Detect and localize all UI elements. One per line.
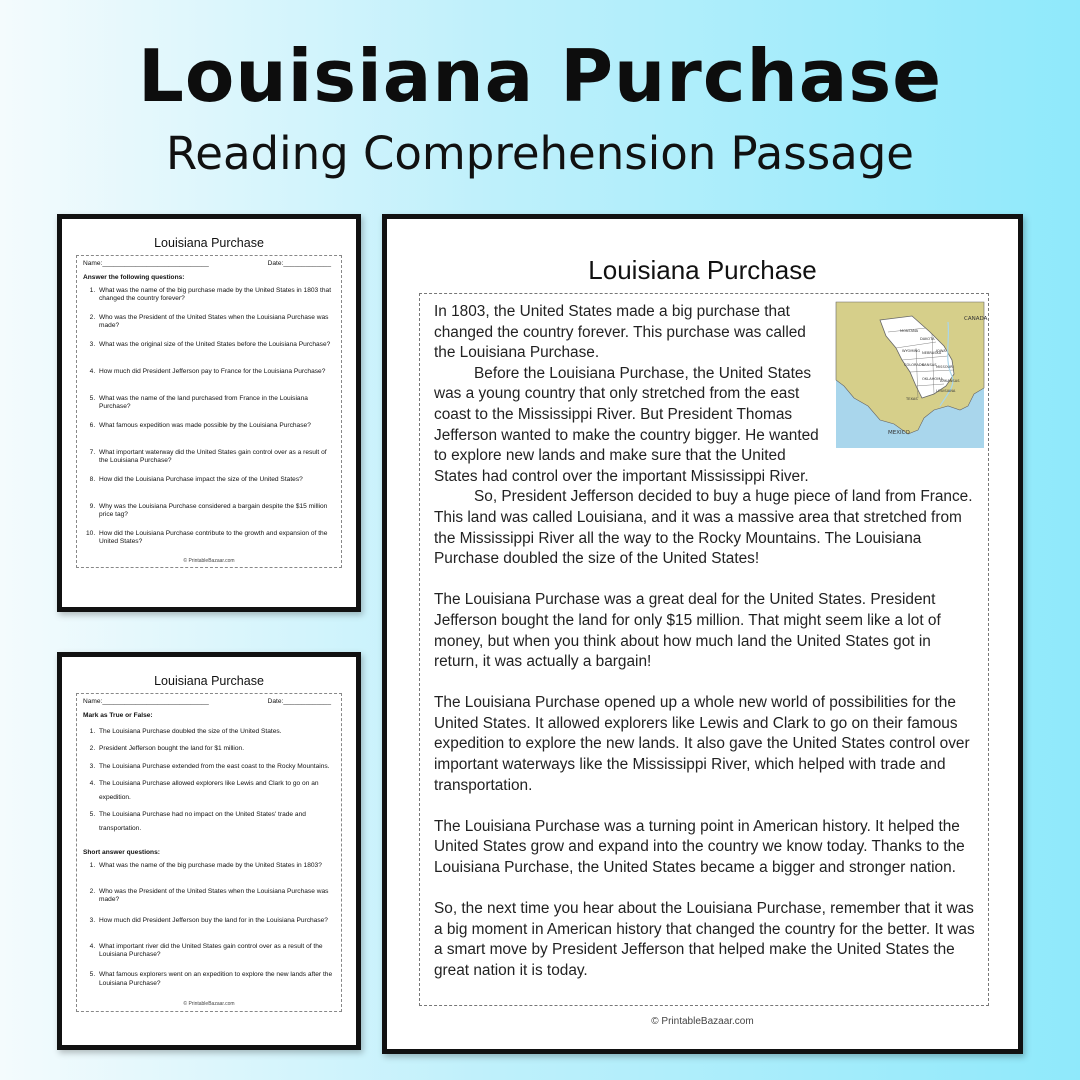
true-false-heading: Mark as True or False:: [83, 712, 153, 720]
question-item: 5. What was the name of the land purchased from France in the Louisiana Purchase?: [97, 395, 335, 412]
date-field: Date:_____________: [267, 260, 331, 267]
question-item: 6. What famous expedition was made possible by the Louisiana Purchase?: [97, 422, 335, 439]
passage-title: Louisiana Purchase: [588, 255, 817, 285]
date-field: Date:_____________: [267, 698, 331, 705]
map-label-state: MONTANA: [900, 329, 919, 333]
passage-paragraph: The Louisiana Purchase opened up a whole new world of possibilities for the United States. It allowed explorers like Lewis and Clark to go on their famous expedition to explore the new lands. It also gave the United States control over important waterways like the Mississippi River, which helped with trade and transportation.: [434, 694, 970, 794]
short-answer-heading: Short answer questions:: [83, 849, 160, 857]
louisiana-purchase-map: [836, 302, 988, 448]
worksheet-body: [76, 693, 342, 1012]
page-title: Louisiana Purchase: [137, 34, 943, 118]
worksheet-footer: © PrintableBazaar.com: [183, 1001, 235, 1008]
map-label-state: NEBRASKA: [922, 351, 942, 355]
short-answer-item: 1. What was the name of the big purchase made by the United States in 1803?: [97, 862, 335, 876]
short-answer-item: 2. Who was the President of the United States when the Louisiana Purchase was made?: [97, 888, 335, 905]
short-answer-item: 5. What famous explorers went on an expedition to explore the new lands after the Louisiana Purchase?: [97, 971, 335, 988]
question-item: 9. Why was the Louisiana Purchase considered a bargain despite the $15 million price tag?: [97, 503, 335, 520]
passage-box: [419, 293, 989, 1006]
true-false-item: 5. The Louisiana Purchase had no impact on the United States' trade and transportation.: [97, 808, 335, 835]
question-item: 7. What important waterway did the United States gain control over as a result of the Louisiana Purchase?: [97, 449, 335, 466]
question-item: 2. Who was the President of the United States when the Louisiana Purchase was made?: [97, 314, 335, 331]
question-item: 3. What was the original size of the United States before the Louisiana Purchase?: [97, 341, 335, 358]
map-label-mexico: MEXICO: [888, 430, 910, 436]
worksheet-title: Louisiana Purchase: [154, 236, 264, 250]
map-label-state: ARKANSAS: [940, 379, 960, 383]
passage-paragraph: So, President Jefferson decided to buy a huge piece of land from France. This land was called Louisiana, and it was a massive area that stretched from the Mississippi River all the way to the Rocky Mountains. The Louisiana Purchase doubled the size of the United States!: [434, 488, 973, 568]
map-label-state: TEXAS: [906, 397, 918, 401]
name-field: Name:_____________________________: [83, 260, 209, 267]
name-field: Name:_____________________________: [83, 698, 209, 705]
name-date-row: [83, 698, 335, 706]
map-label-state: IOWA: [936, 349, 946, 353]
short-answer-item: 4. What important river did the United States gain control over as a result of the Louisiana Purchase?: [97, 943, 335, 960]
passage-footer: © PrintableBazaar.com: [651, 1016, 754, 1027]
passage-paragraph: The Louisiana Purchase was a great deal for the United States. President Jefferson bought the land for only $15 million. That might seem like a lot of money, but when you think about how much land the United States got in return, it was actually a bargain!: [434, 591, 941, 671]
map-label-state: OKLAHOMA: [922, 377, 943, 381]
map-label-state: KANSAS: [922, 363, 937, 367]
map-label-state: LOUISIANA: [936, 389, 956, 393]
question-item: 1. What was the name of the big purchase made by the United States in 1803 that changed the country forever?: [97, 287, 335, 304]
page-header: [0, 30, 1080, 184]
passage-text: [434, 302, 988, 982]
map-label-state: WYOMING: [902, 349, 921, 353]
map-label-state: MISSOURI: [936, 365, 954, 369]
question-list: [83, 287, 335, 547]
passage-paragraph: In 1803, the United States made a big purchase that changed the country forever. This purchase was called the Louisiana Purchase.: [434, 303, 806, 362]
worksheet-questions: [57, 214, 361, 612]
map-label-canada: CANADA: [964, 316, 988, 322]
true-false-list: [83, 725, 335, 836]
worksheet-body: [76, 255, 342, 568]
worksheet-title: Louisiana Purchase: [154, 674, 264, 688]
passage-paragraph: So, the next time you hear about the Louisiana Purchase, remember that it was a big moment in American history that changed the country for the better. It was a smart move by President Jefferson that helped make the United States the great nation it is today.: [434, 900, 975, 979]
true-false-item: 1. The Louisiana Purchase doubled the size of the United States.: [97, 725, 335, 739]
page-subtitle: Reading Comprehension Passage: [166, 127, 914, 180]
question-item: 4. How much did President Jefferson pay to France for the Louisiana Purchase?: [97, 368, 335, 385]
map-graphic: [836, 302, 988, 448]
worksheet-footer: © PrintableBazaar.com: [183, 557, 235, 564]
name-date-row: [83, 260, 335, 268]
true-false-item: 2. President Jefferson bought the land for $1 million.: [97, 742, 335, 756]
question-item: 10. How did the Louisiana Purchase contribute to the growth and expansion of the United States?: [97, 530, 335, 547]
instructions: Answer the following questions:: [83, 274, 185, 282]
passage-paragraph: The Louisiana Purchase was a turning point in American history. It helped the United States grow and expand into the country we know today. Thanks to the Louisiana Purchase, the United States became a bigger and stronger nation.: [434, 817, 965, 877]
passage-sheet: [382, 214, 1023, 1054]
short-answer-item: 3. How much did President Jefferson buy the land for in the Louisiana Purchase?: [97, 917, 335, 931]
worksheet-true-false: [57, 652, 361, 1050]
passage-paragraph: Before the Louisiana Purchase, the United States was a young country that only stretched from the east coast to the Mississippi River. But President Thomas Jefferson wanted to make the country bigger. He wanted to explore new lands and make sure that the United States had control over the important Mississippi River.: [434, 364, 819, 485]
question-item: 8. How did the Louisiana Purchase impact the size of the United States?: [97, 476, 335, 493]
map-label-state: COLORADO: [904, 363, 925, 367]
true-false-item: 3. The Louisiana Purchase extended from the east coast to the Rocky Mountains.: [97, 760, 335, 774]
short-answer-list: [83, 862, 335, 988]
map-label-state: DAKOTA: [920, 337, 935, 341]
true-false-item: 4. The Louisiana Purchase allowed explorers like Lewis and Clark to go on an expedition.: [97, 777, 335, 804]
